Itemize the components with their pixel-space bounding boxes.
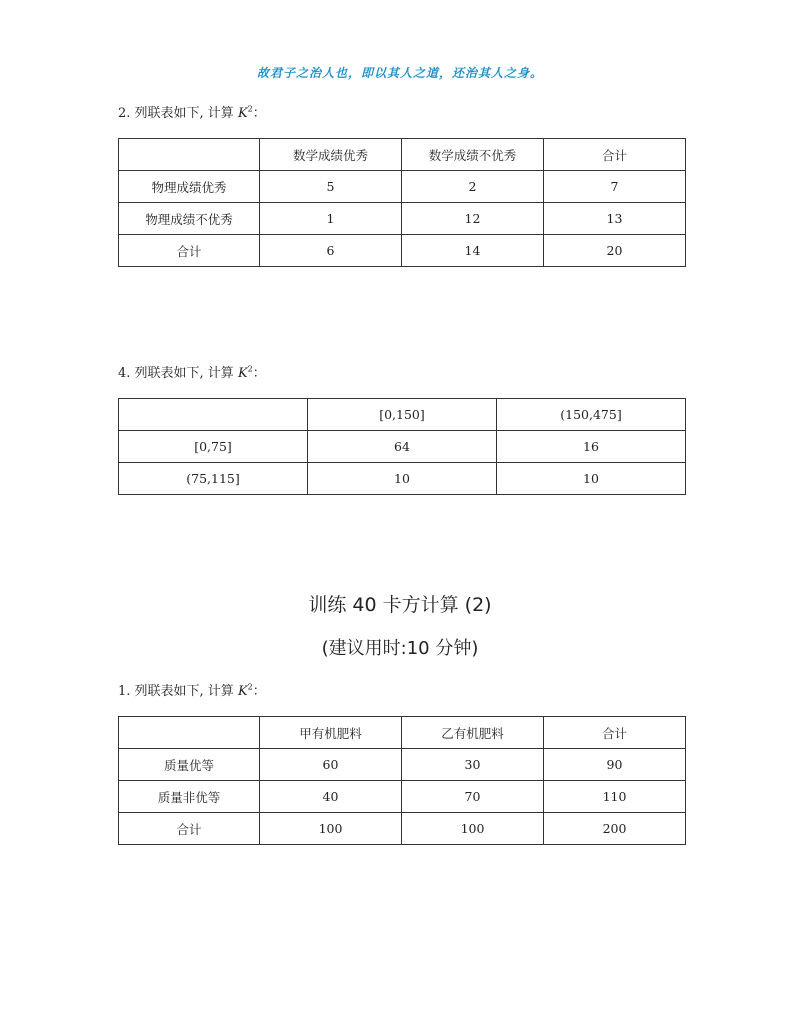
question-1-suffix: ： <box>252 684 266 699</box>
table-cell: 90 <box>544 749 686 781</box>
table-row <box>119 813 686 845</box>
table-cell: [0,75] <box>119 431 308 463</box>
table-cell: 2 <box>402 171 544 203</box>
table-cell: 合计 <box>544 139 686 171</box>
table-cell: 30 <box>402 749 544 781</box>
table-row <box>119 781 686 813</box>
table-cell: 40 <box>260 781 402 813</box>
table-cell: 合计 <box>544 717 686 749</box>
table-cell: 5 <box>260 171 402 203</box>
contingency-table-3 <box>118 716 686 845</box>
table-cell: 110 <box>544 781 686 813</box>
table-cell: (150,475] <box>497 399 686 431</box>
question-4-text: 4. 列联表如下, 计算 <box>118 366 238 381</box>
question-4-exp: 2 <box>247 364 253 374</box>
table-header-row <box>119 717 686 749</box>
table-cell: 6 <box>260 235 402 267</box>
table-row <box>119 431 686 463</box>
question-2-var: K <box>237 106 248 121</box>
table-header-row <box>119 139 686 171</box>
table-cell: 60 <box>260 749 402 781</box>
table-row <box>119 235 686 267</box>
table-cell: 100 <box>402 813 544 845</box>
contingency-table-2 <box>118 398 686 495</box>
table-cell: 甲有机肥料 <box>260 717 402 749</box>
table-cell <box>119 139 260 171</box>
table-cell: 1 <box>260 203 402 235</box>
table-cell: [0,150] <box>308 399 497 431</box>
question-1 <box>118 680 266 699</box>
question-1-text: 1. 列联表如下, 计算 <box>118 684 238 699</box>
table-cell <box>119 717 260 749</box>
question-1-exp: 2 <box>247 682 253 692</box>
question-1-var: K <box>237 684 248 699</box>
table-cell: 16 <box>497 431 686 463</box>
question-2 <box>118 102 266 121</box>
table-cell: 质量优等 <box>119 749 260 781</box>
question-4-suffix: ： <box>252 366 266 381</box>
question-2-exp: 2 <box>247 104 253 114</box>
table-cell: 12 <box>402 203 544 235</box>
table-cell: 13 <box>544 203 686 235</box>
table-cell: 64 <box>308 431 497 463</box>
table-cell: (75,115] <box>119 463 308 495</box>
question-4-var: K <box>237 366 248 381</box>
section-title: 训练 40 卡方计算 (2) <box>308 594 492 616</box>
table-cell: 10 <box>497 463 686 495</box>
table-row <box>119 203 686 235</box>
table-cell: 合计 <box>119 235 260 267</box>
table-cell: 10 <box>308 463 497 495</box>
table-row <box>119 171 686 203</box>
table-cell: 14 <box>402 235 544 267</box>
table-cell: 物理成绩不优秀 <box>119 203 260 235</box>
table-cell: 70 <box>402 781 544 813</box>
header-motto: 故君子之治人也，即以其人之道，还治其人之身。 <box>256 66 543 80</box>
table-row <box>119 749 686 781</box>
table-cell: 7 <box>544 171 686 203</box>
table-cell: 数学成绩不优秀 <box>402 139 544 171</box>
table-cell: 20 <box>544 235 686 267</box>
table-cell: 物理成绩优秀 <box>119 171 260 203</box>
table-header-row <box>119 399 686 431</box>
table-cell: 200 <box>544 813 686 845</box>
table-row <box>119 463 686 495</box>
question-2-suffix: ： <box>252 106 266 121</box>
question-4 <box>118 362 266 381</box>
question-2-text: 2. 列联表如下, 计算 <box>118 106 238 121</box>
table-cell: 合计 <box>119 813 260 845</box>
table-cell: 质量非优等 <box>119 781 260 813</box>
table-cell: 100 <box>260 813 402 845</box>
table-cell <box>119 399 308 431</box>
table-cell: 数学成绩优秀 <box>260 139 402 171</box>
contingency-table-1 <box>118 138 686 267</box>
section-subtitle: (建议用时:10 分钟) <box>321 638 479 659</box>
table-cell: 乙有机肥料 <box>402 717 544 749</box>
